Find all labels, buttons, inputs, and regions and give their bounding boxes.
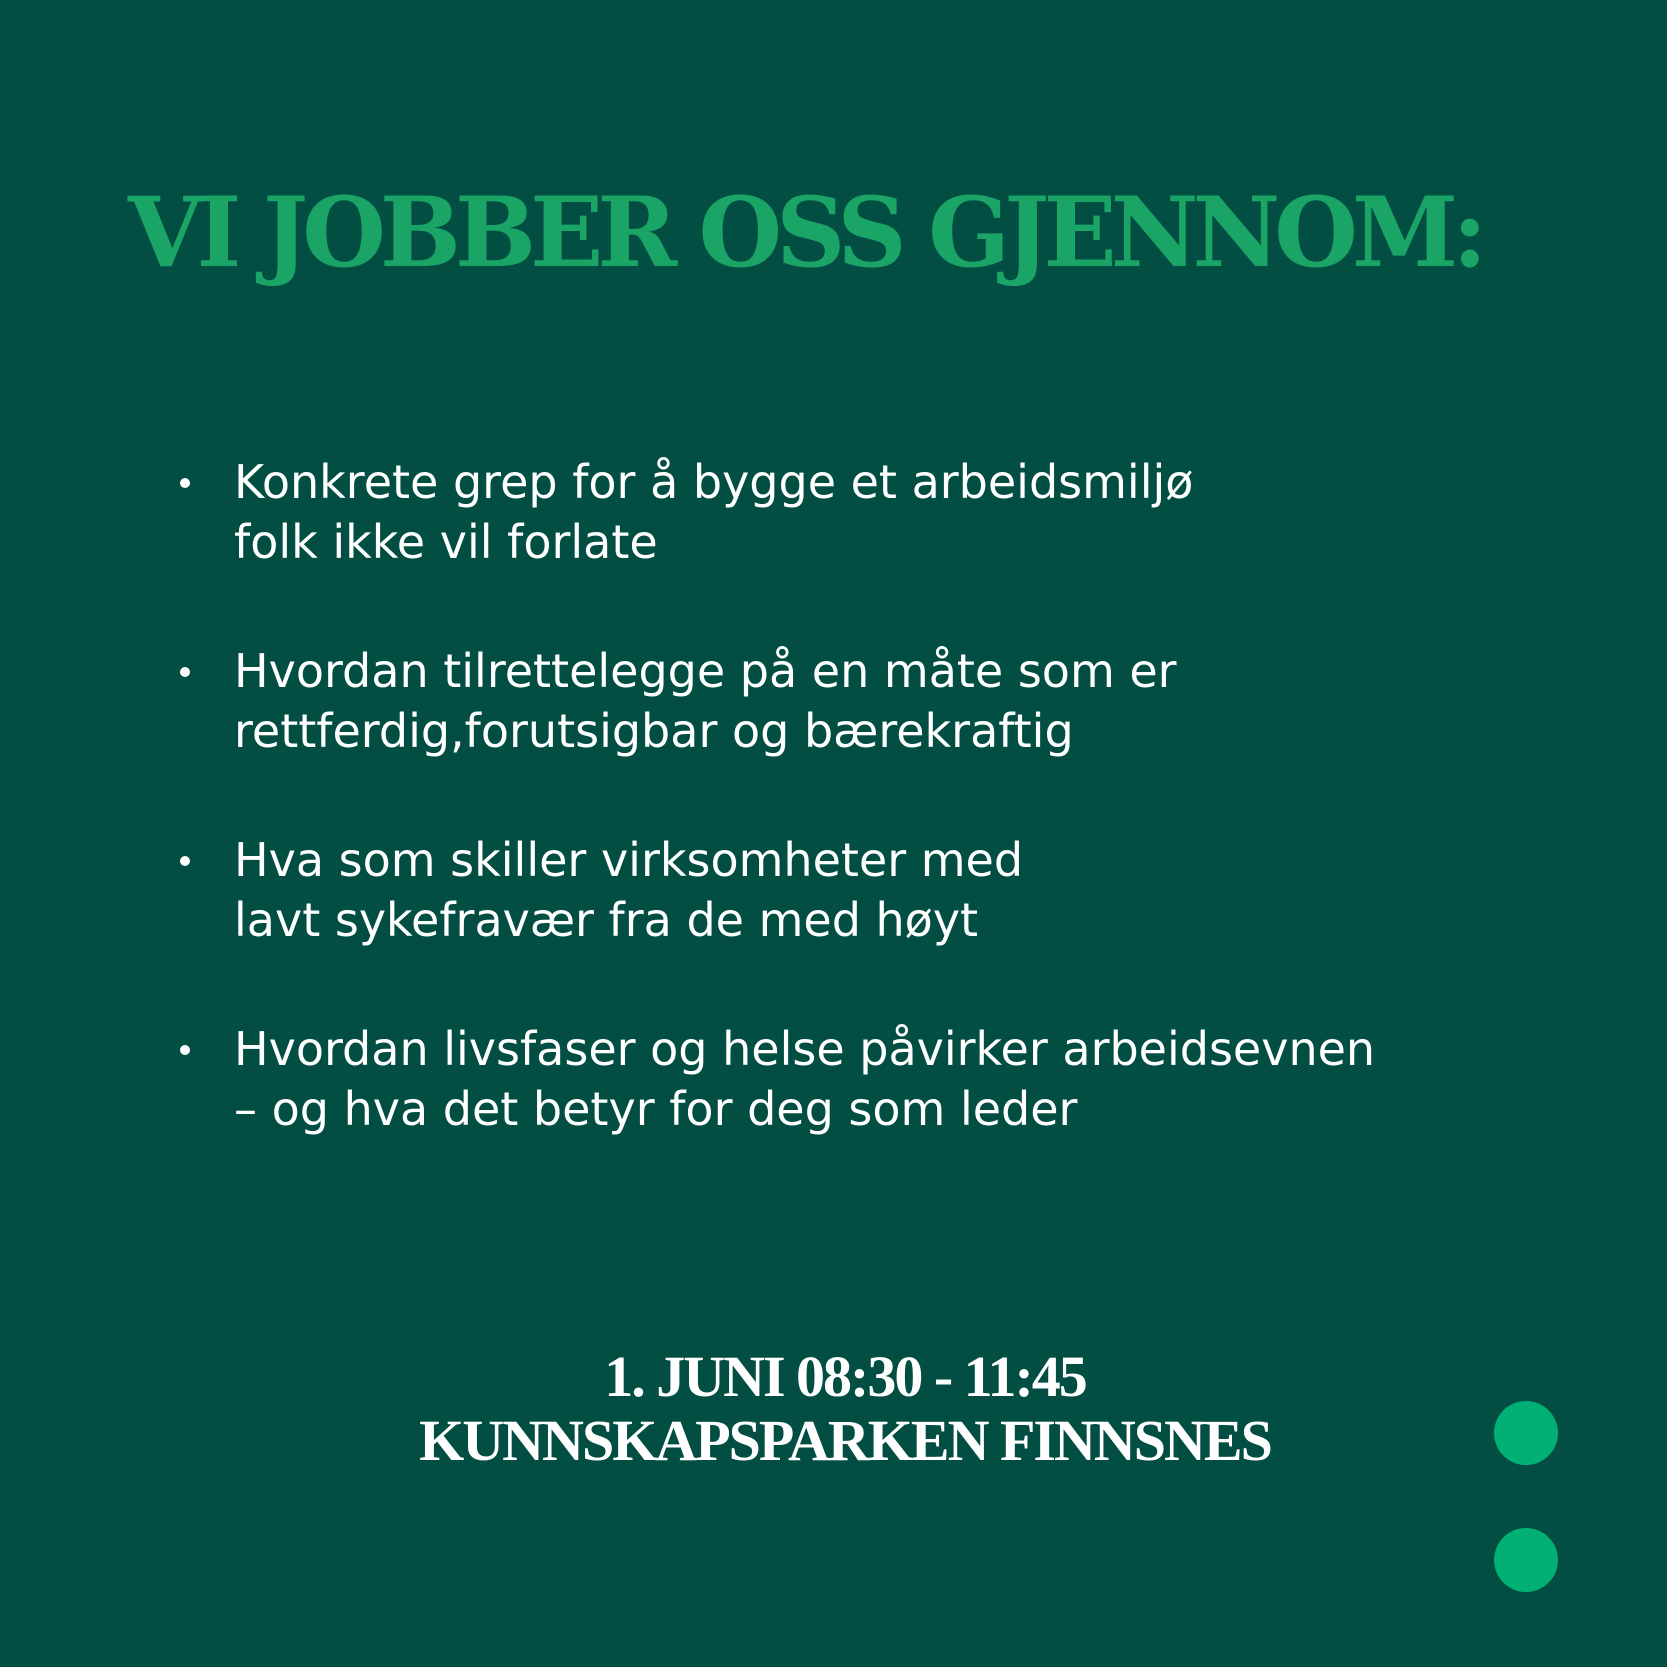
topic-list [180, 452, 1480, 1139]
bullet-text-line: Hvordan tilrettelegge på en måte som er [234, 644, 1177, 698]
event-datetime: 1. JUNI 08:30 - 11:45 [604, 1344, 1086, 1409]
bullet-text-line: Hvordan livsfaser og helse påvirker arbeidsevnen [234, 1022, 1376, 1076]
list-item [180, 452, 1480, 572]
bullet-text-line: rettferdig,forutsigbar og bærekraftig [234, 704, 1074, 758]
bullet-icon [180, 1045, 190, 1055]
list-item [180, 1019, 1480, 1139]
bullet-icon [180, 478, 190, 488]
bullet-text-line: folk ikke vil forlate [234, 515, 658, 569]
event-info [0, 1345, 1667, 1473]
list-item [180, 641, 1480, 761]
event-location: KUNNSKAPSPARKEN FINNSNES [419, 1408, 1271, 1473]
bullet-icon [180, 667, 190, 677]
decorative-dot-icon [1494, 1528, 1558, 1592]
bullet-text-line: – og hva det betyr for deg som leder [234, 1082, 1078, 1136]
list-item [180, 830, 1480, 950]
decorative-dot-icon [1494, 1401, 1558, 1465]
bullet-text-line: Konkrete grep for å bygge et arbeidsmiljø [234, 455, 1194, 509]
bullet-text-line: Hva som skiller virksomheter med [234, 833, 1024, 887]
bullet-icon [180, 856, 190, 866]
bullet-text-line: lavt sykefravær fra de med høyt [234, 893, 979, 947]
headline: VI JOBBER OSS GJENNOM: [128, 176, 1482, 289]
